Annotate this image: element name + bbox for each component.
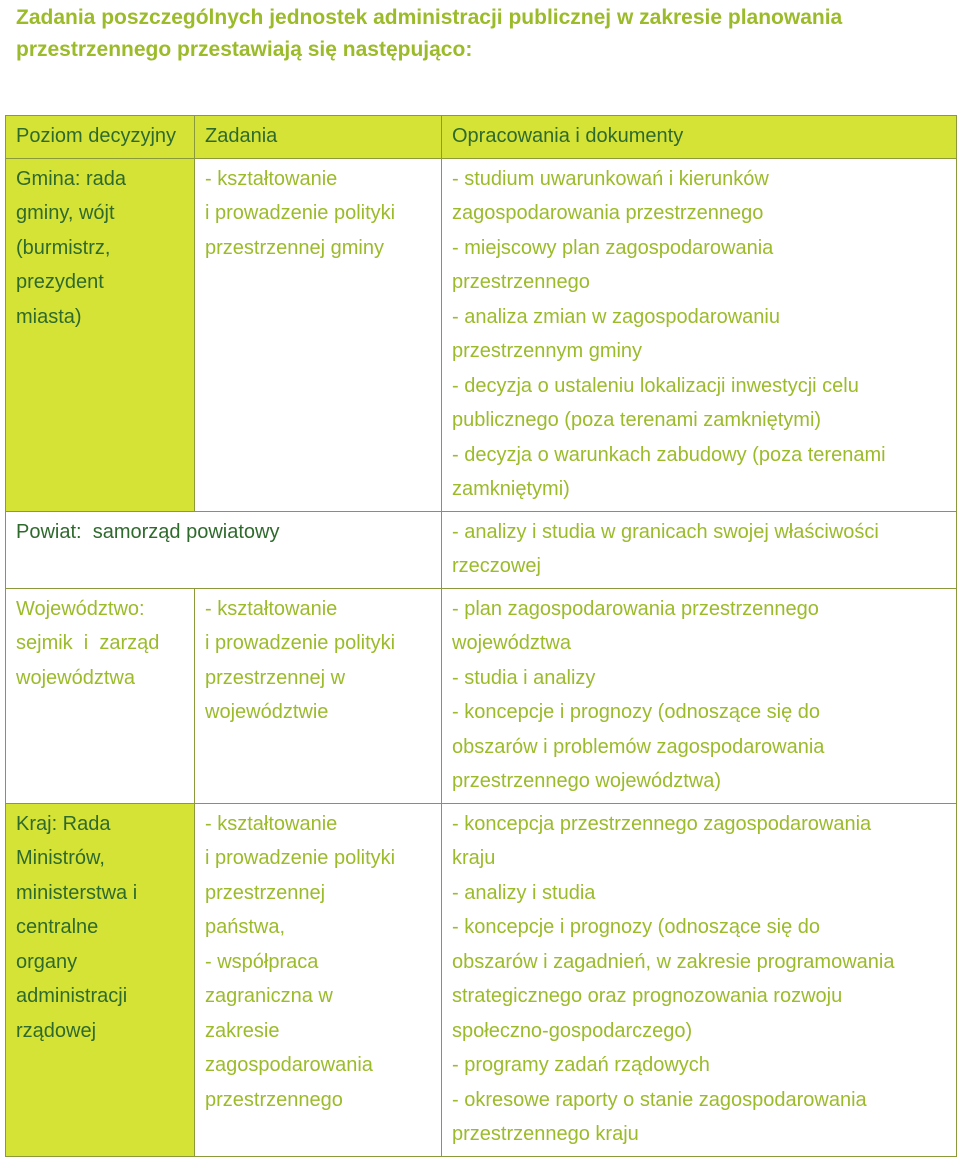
table-row-kraj [6,803,957,1156]
document-line: przestrzennym gminy [452,340,643,362]
document-line: - analizy i studia [452,881,596,904]
document-line: strategicznego oraz prognozowania rozwoju [452,985,843,1007]
level-line: Ministrów, [16,847,105,869]
level-line: centralne [16,916,99,938]
tasks-cell-wojewodztwo [195,588,442,803]
document-line: - koncepcja przestrzennego zagospodarowania [452,812,872,835]
document-line: - koncepcje i prognozy (odnoszące się do [452,701,820,723]
header-tasks-label: Zadania [205,125,278,147]
planning-tasks-table [5,115,957,1157]
level-line: Województwo: [16,597,145,620]
level-line: administracji [16,985,128,1007]
document-line: obszarów i zagadnień, w zakresie programowania [452,950,895,973]
task-line: - kształtowanie [205,812,338,835]
level-line: ministerstwa i [16,881,138,904]
level-line: (burmistrz, [16,236,111,259]
task-line: - współpraca [205,950,319,973]
document-line: przestrzennego [452,271,590,293]
task-line: państwa, [205,916,286,938]
documents-cell-gmina [442,158,957,511]
header-level [6,116,195,159]
level-line: prezydent [16,271,104,293]
table-row-gmina [6,158,957,511]
header-documents [442,116,957,159]
document-line: rzeczowej [452,555,541,577]
header-level-label: Poziom decyzyjny [16,125,177,147]
header-tasks [195,116,442,159]
task-line: zakresie [205,1019,280,1042]
table-row-powiat [6,511,957,588]
document-line: - koncepcje i prognozy (odnoszące się do [452,916,820,938]
task-line: przestrzennej gminy [205,236,384,259]
documents-cell-powiat [442,511,957,588]
task-line: przestrzennego [205,1088,343,1111]
document-line: publicznego (poza terenami zamkniętymi) [452,409,822,431]
document-line: przestrzennego kraju [452,1123,639,1145]
task-line: przestrzennej w [205,666,346,689]
level-line: województwa [16,666,135,689]
document-line: zamkniętymi) [452,478,570,500]
document-line: zagospodarowania przestrzennego [452,202,764,224]
task-line: przestrzennej [205,881,326,904]
documents-cell-wojewodztwo [442,588,957,803]
document-line: - okresowe raporty o stanie zagospodarowania [452,1088,867,1111]
header-row [6,116,957,159]
level-line: gminy, wójt [16,202,115,224]
document-line: - miejscowy plan zagospodarowania [452,236,774,259]
title-line-1: Zadania poszczególnych jednostek administracji publicznej w zakresie planowania [16,6,843,29]
level-cell-wojewodztwo [6,588,195,803]
level-cell-kraj [6,803,195,1156]
document-line: - analiza zmian w zagospodarowaniu [452,305,780,328]
task-line: zagraniczna w [205,985,333,1007]
task-line: i prowadzenie polityki [205,202,396,224]
document-line: - plan zagospodarowania przestrzennego [452,597,819,620]
level-line: miasta) [16,305,82,328]
task-line: zagospodarowania [205,1054,373,1076]
tasks-cell-gmina [195,158,442,511]
level-line: Gmina: rada [16,167,127,190]
task-line: województwie [205,701,329,723]
header-documents-label: Opracowania i dokumenty [452,125,684,147]
document-line: województwa [452,632,571,654]
level-cell-powiat [6,511,442,588]
task-line: i prowadzenie polityki [205,847,396,869]
task-line: - kształtowanie [205,597,338,620]
document-line: - programy zadań rządowych [452,1054,710,1076]
table-row-wojewodztwo [6,588,957,803]
documents-cell-kraj [442,803,957,1156]
title-line-2: przestrzennego przestawiają się następująco: [16,38,473,61]
page-title [16,2,946,66]
document-line: społeczno-gospodarczego) [452,1019,693,1042]
task-line: - kształtowanie [205,167,338,190]
level-cell-gmina [6,158,195,511]
document-line: obszarów i problemów zagospodarowania [452,735,825,758]
level-line: Powiat: samorząd powiatowy [16,520,280,543]
level-line: organy [16,950,78,973]
tasks-cell-kraj [195,803,442,1156]
document-line: - studia i analizy [452,666,596,689]
document-line: - decyzja o ustaleniu lokalizacji inwestycji celu [452,374,859,397]
level-line: Kraj: Rada [16,812,111,835]
level-line: sejmik i zarząd [16,632,160,654]
document-line: kraju [452,847,496,869]
document-line: przestrzennego województwa) [452,770,722,792]
document-line: - studium uwarunkowań i kierunków [452,167,769,190]
task-line: i prowadzenie polityki [205,632,396,654]
document-line: - decyzja o warunkach zabudowy (poza terenami [452,443,886,466]
level-line: rządowej [16,1019,97,1042]
document-line: - analizy i studia w granicach swojej właściwości [452,520,879,543]
